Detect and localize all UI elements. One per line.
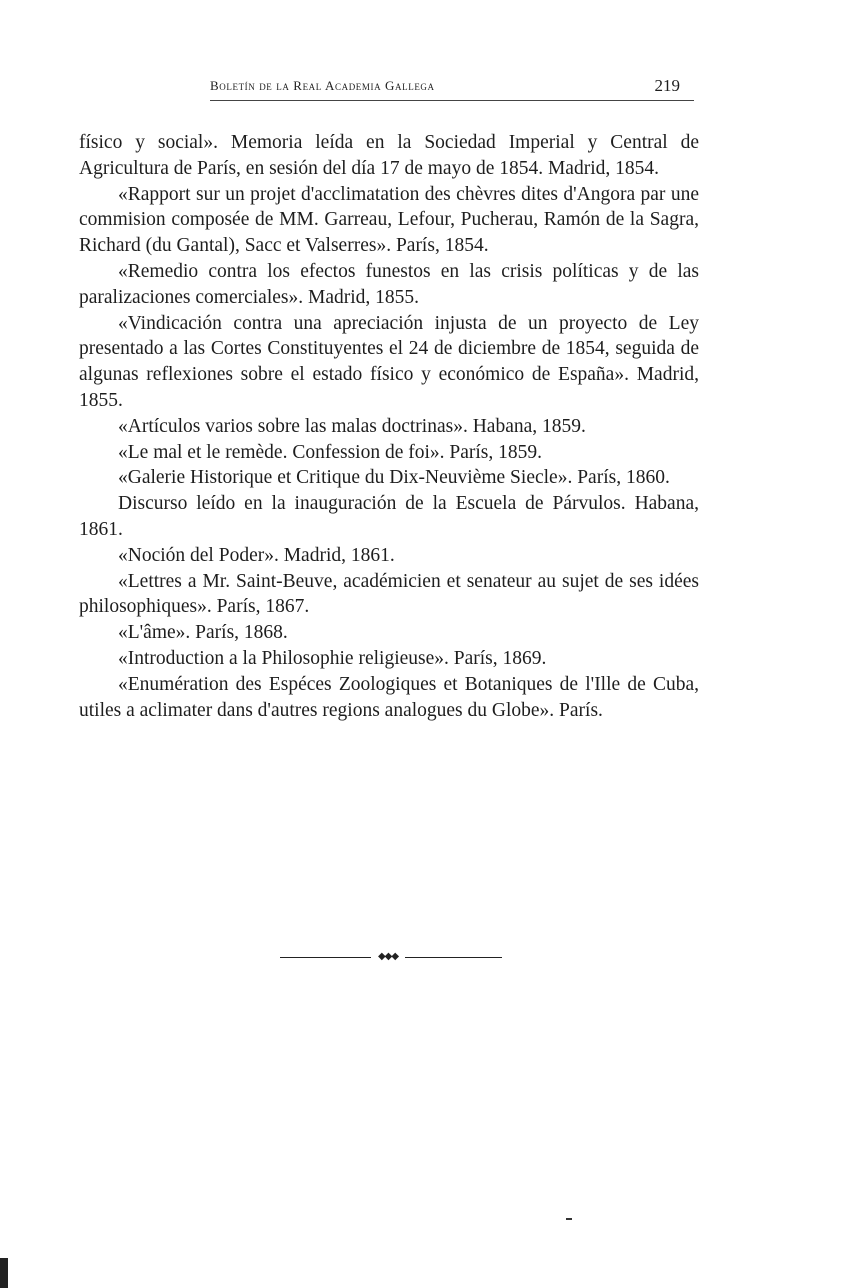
- bibliography-entry: «Noción del Poder». Madrid, 1861.: [118, 544, 395, 566]
- page-edge-mark: [0, 1258, 8, 1288]
- bibliography-list: [79, 130, 699, 723]
- bibliography-entry: «Enumération des Espéces Zoologiques et Botaniques de l'Ille de Cuba, utiles a aclimater dans d'autres regions analogues du Globe». París.: [79, 673, 699, 721]
- diamond-ornament-icon: ◆◆◆: [371, 949, 405, 965]
- bibliography-entry: «L'âme». París, 1868.: [118, 622, 288, 644]
- bibliography-entry: «Artículos varios sobre las malas doctrinas». Habana, 1859.: [118, 415, 586, 437]
- running-title: Boletín de la Real Academia Gallega: [210, 78, 435, 93]
- bibliography-entry: «Rapport sur un projet d'acclimatation des chèvres dites d'Angora par une commision composée de MM. Garreau, Lefour, Pucherau, Ramón de la Sagra, Richard (du Gantal), Sacc et Valserres». París, 1854.: [79, 183, 699, 257]
- bibliography-entry: «Remedio contra los efectos funestos en las crisis políticas y de las paralizaciones comerciales». Madrid, 1855.: [79, 260, 699, 308]
- page-header: [210, 74, 694, 101]
- bibliography-entry: «Lettres a Mr. Saint-Beuve, académicien et senateur au sujet de ses idées philosophiques». París, 1867.: [79, 570, 699, 618]
- print-speck: [566, 1218, 572, 1220]
- bibliography-entry: «Introduction a la Philosophie religieuse». París, 1869.: [118, 647, 547, 669]
- bibliography-entry: «Vindicación contra una apreciación injusta de un proyecto de Ley presentado a las Cortes Constituyentes el 24 de diciembre de 1854, seguida de algunas reflexiones sobre el estado físico y económico de España». Madrid, 1855.: [79, 312, 699, 411]
- bibliography-entry: «Galerie Historique et Critique du Dix-Neuvième Siecle». París, 1860.: [118, 467, 670, 489]
- page-number: 219: [654, 76, 680, 95]
- bibliography-entry: Discurso leído en la inauguración de la Escuela de Párvulos. Habana, 1861.: [79, 493, 699, 540]
- bibliography-entry: físico y social». Memoria leída en la Sociedad Imperial y Central de Agricultura de París, en sesión del día 17 de mayo de 1854. Madrid, 1854.: [79, 132, 699, 179]
- bibliography-entry: «Le mal et le remède. Confession de foi». París, 1859.: [118, 441, 543, 463]
